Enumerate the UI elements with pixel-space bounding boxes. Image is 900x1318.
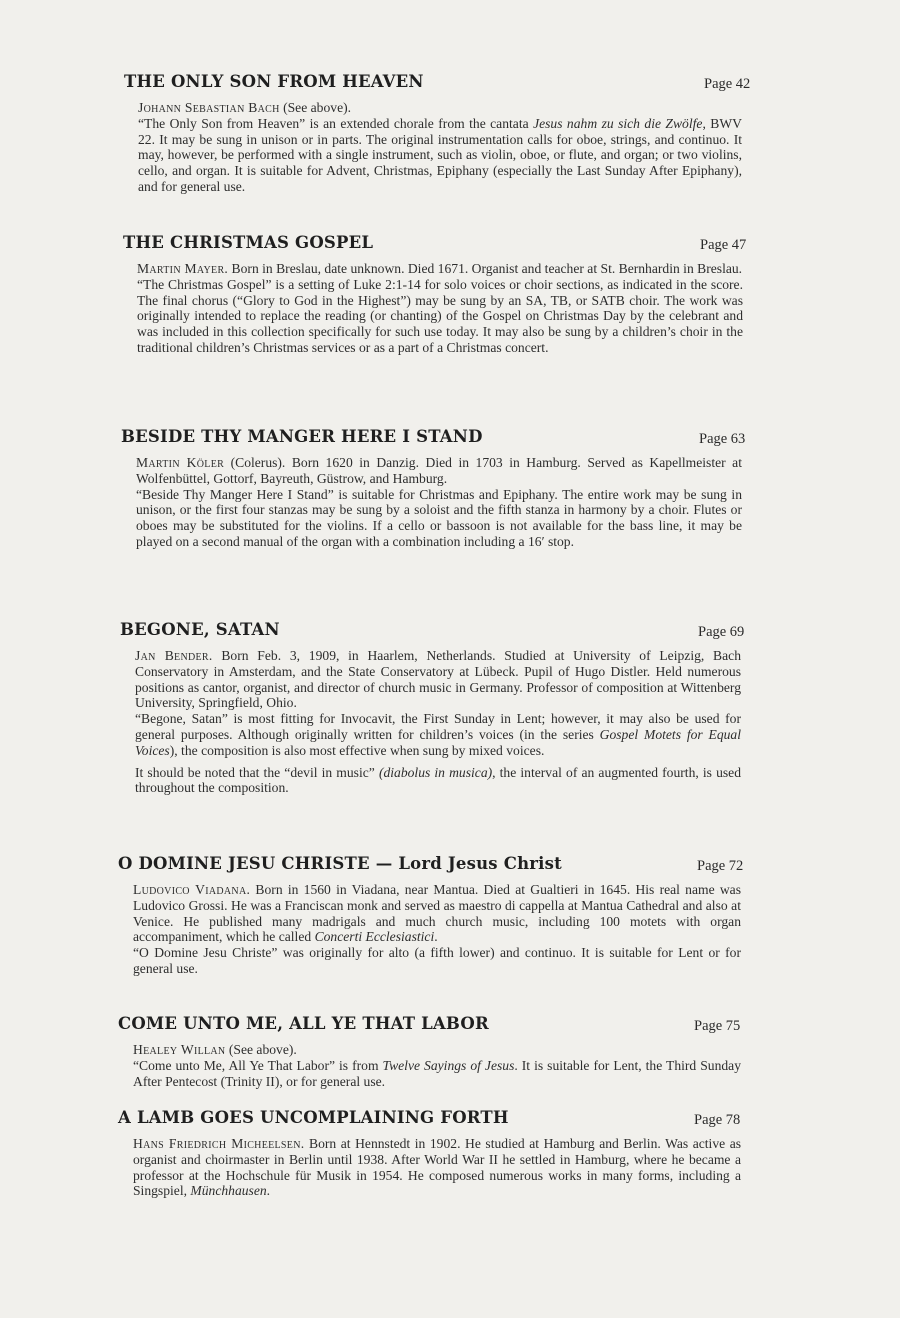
note-italic: Twelve Sayings of Jesus	[382, 1057, 515, 1073]
notes	[133, 945, 741, 977]
entry-body	[136, 455, 742, 550]
entry-page-number: Page 72	[697, 858, 744, 874]
note-text: “Come unto Me, All Ye That Labor” is from	[133, 1057, 383, 1073]
entry-header	[0, 233, 900, 257]
entry-come-unto-me	[0, 1014, 900, 1089]
entry-header	[0, 1014, 900, 1038]
note-text: “O Domine Jesu Christe” was originally for alto (a fifth lower) and continuo. It is suitable for Lent or for general use.	[133, 945, 741, 976]
notes	[138, 116, 742, 195]
author-bio: Born in 1560 in Viadana, near Mantua. Died at Gualtieri in 1645. His real name was Ludovico Grossi. He was a Franciscan monk and served as maestro di cappella at Mantua Cathedral and also at Venice. He published many madrigals and much church music, including 100 motets with organ accompaniment, which he called	[133, 882, 742, 945]
author-name: Martin Köler	[136, 455, 225, 470]
entry-page-number: Page 75	[694, 1018, 741, 1034]
note-text: . It is suitable for Lent, the Third Sunday After Pentecost (Trinity II), or for general use.	[133, 1057, 742, 1089]
entry-lamb-goes	[0, 1108, 900, 1199]
author-paragraph	[133, 1136, 741, 1199]
entry-o-domine	[0, 854, 900, 977]
author-name: Martin Mayer.	[137, 261, 229, 276]
author-name: Ludovico Viadana.	[133, 882, 251, 897]
author-bio: (Colerus). Born 1620 in Danzig. Died in 1703 in Hamburg. Served as Kapellmeister at Wolfenbüttel, Gottorf, Bayreuth, Güstrow, and Hamburg.	[136, 455, 742, 486]
author-bio-end: .	[434, 929, 438, 945]
author-bio: Born at Hennstedt in 1902. He studied at Hamburg and Berlin. Was active as organist and choirmaster in Berlin until 1938. After World War II he settled in Hamburg, where he became a professor at the Hochschule für Musik in 1954. He composed numerous works in many forms, including a Singspiel,	[133, 1136, 742, 1199]
entry-title: A LAMB GOES UNCOMPLAINING FORTH	[118, 1108, 509, 1127]
entry-title: COME UNTO ME, ALL YE THAT LABOR	[118, 1014, 489, 1033]
entry-header	[0, 1108, 900, 1132]
entry-title: THE CHRISTMAS GOSPEL	[123, 233, 374, 252]
note-text: It should be noted that the “devil in music”	[135, 764, 379, 780]
entry-body	[133, 882, 741, 977]
note-italic: (diabolus in musica)	[378, 764, 493, 780]
note-paragraph	[137, 277, 743, 356]
entry-title	[118, 854, 562, 873]
author-paragraph	[133, 882, 741, 945]
title-main: O DOMINE JESU CHRISTE	[118, 854, 370, 873]
note-text: “The Only Son from Heaven” is an extended chorale from the cantata	[138, 115, 534, 131]
entry-only-son	[0, 72, 900, 195]
note-paragraph	[133, 1058, 741, 1090]
note-paragraph	[135, 765, 741, 797]
notes	[137, 277, 743, 356]
entry-page-number: Page 69	[698, 624, 745, 640]
author-name: Jan Bender.	[135, 648, 213, 663]
author-bio: Born Feb. 3, 1909, in Haarlem, Netherlands. Studied at University of Leipzig, Bach Conservatory in Amsterdam, and the State Conservatory at Lübeck. Pupil of Hugo Distler. Held numerous positions as cantor, organist, and director of church music in Germany. Professor of composition at Wittenberg University, Springfield, Ohio.	[135, 648, 741, 711]
entry-header	[0, 854, 900, 878]
entry-page-number: Page 78	[694, 1112, 741, 1128]
entry-christmas-gospel	[0, 233, 900, 356]
note-italic: Gospel Motets for Equal Voices	[135, 726, 741, 758]
entry-beside-thy-manger	[0, 427, 900, 550]
author-paragraph	[138, 100, 742, 116]
author-paragraph	[137, 261, 743, 277]
author-bio-italic: Concerti Ecclesiastici	[314, 929, 435, 945]
entry-page-number: Page 47	[700, 237, 747, 253]
note-paragraph	[136, 487, 742, 550]
title-subtitle: — Lord Jesus Christ	[369, 854, 562, 873]
note-text: “Begone, Satan” is most fitting for Invocavit, the First Sunday in Lent; however, it may also be used for general purposes. Although originally written for children’s voices (in the series	[135, 711, 741, 742]
entry-title: THE ONLY SON FROM HEAVEN	[124, 72, 424, 91]
note-paragraph	[133, 945, 741, 977]
notes	[136, 487, 742, 550]
note-paragraph	[138, 116, 742, 195]
entry-body	[138, 100, 742, 195]
entry-page-number: Page 63	[699, 431, 746, 447]
author-name: Hans Friedrich Micheelsen.	[133, 1136, 305, 1151]
entry-body	[137, 261, 743, 356]
author-bio-end: .	[266, 1183, 271, 1199]
note-text: , BWV 22. It may be sung in unison or in parts. The original instrumentation calls for oboe, strings, and continuo. It may, however, be performed with a single instrument, such as violin, oboe, or flute, and organ; or two violins, cello, and organ. It is suitable for Advent, Christmas, Epiphany (especially the Last Sunday After Epiphany), and for general use.	[138, 115, 742, 194]
author-paragraph	[135, 648, 741, 711]
entry-header	[0, 72, 900, 96]
entry-header	[0, 620, 900, 644]
author-paragraph	[133, 1042, 741, 1058]
entry-begone-satan	[0, 620, 900, 796]
author-bio: (See above).	[283, 100, 352, 115]
note-text: “The Christmas Gospel” is a setting of Luke 2:1-14 for solo voices or choir sections, as indicated in the score. The final chorus (“Glory to God in the Highest”) may be sung by an SA, TB, or SATB choir. The work was originally intended to replace the reading (or chanting) of the Gospel on Christmas Day by the celebrant and was included in this collection specifically for such use today. It may also be sung by a children’s choir in the traditional children’s Christmas services or as a part of a Christmas concert.	[137, 276, 743, 355]
entry-title: BEGONE, SATAN	[120, 620, 280, 639]
note-text: , the interval of an augmented fourth, is used throughout the composition.	[135, 764, 741, 796]
entry-header	[0, 427, 900, 451]
entry-body	[135, 648, 741, 796]
notes	[133, 1058, 741, 1090]
note-italic: Jesus nahm zu sich die Zwölfe	[533, 115, 703, 131]
note-text: “Beside Thy Manger Here I Stand” is suitable for Christmas and Epiphany. The entire work may be sung in unison, or the first four stanzas may be sung by a soloist and the fifth stanza in harmony by a choir. Flutes or oboes may be substituted for the violins. If a cello or bassoon is not available for the bass line, it may be played on a second manual of the organ with a combination including a 16′ stop.	[136, 486, 742, 549]
author-name: Healey Willan	[133, 1042, 226, 1057]
note-paragraph	[135, 711, 741, 758]
entry-body	[133, 1136, 741, 1199]
author-name: Johann Sebastian Bach	[138, 100, 280, 115]
author-bio-italic: Münchhausen	[190, 1183, 267, 1199]
entry-title: BESIDE THY MANGER HERE I STAND	[121, 427, 483, 446]
author-bio: (See above).	[228, 1042, 297, 1057]
note-text: ), the composition is also most effective when sung by mixed voices.	[169, 742, 545, 758]
entry-page-number: Page 42	[704, 76, 751, 92]
entry-body	[133, 1042, 741, 1089]
author-paragraph	[136, 455, 742, 487]
notes	[135, 711, 741, 796]
author-bio: Born in Breslau, date unknown. Died 1671. Organist and teacher at St. Bernhardin in Breslau.	[231, 261, 743, 276]
